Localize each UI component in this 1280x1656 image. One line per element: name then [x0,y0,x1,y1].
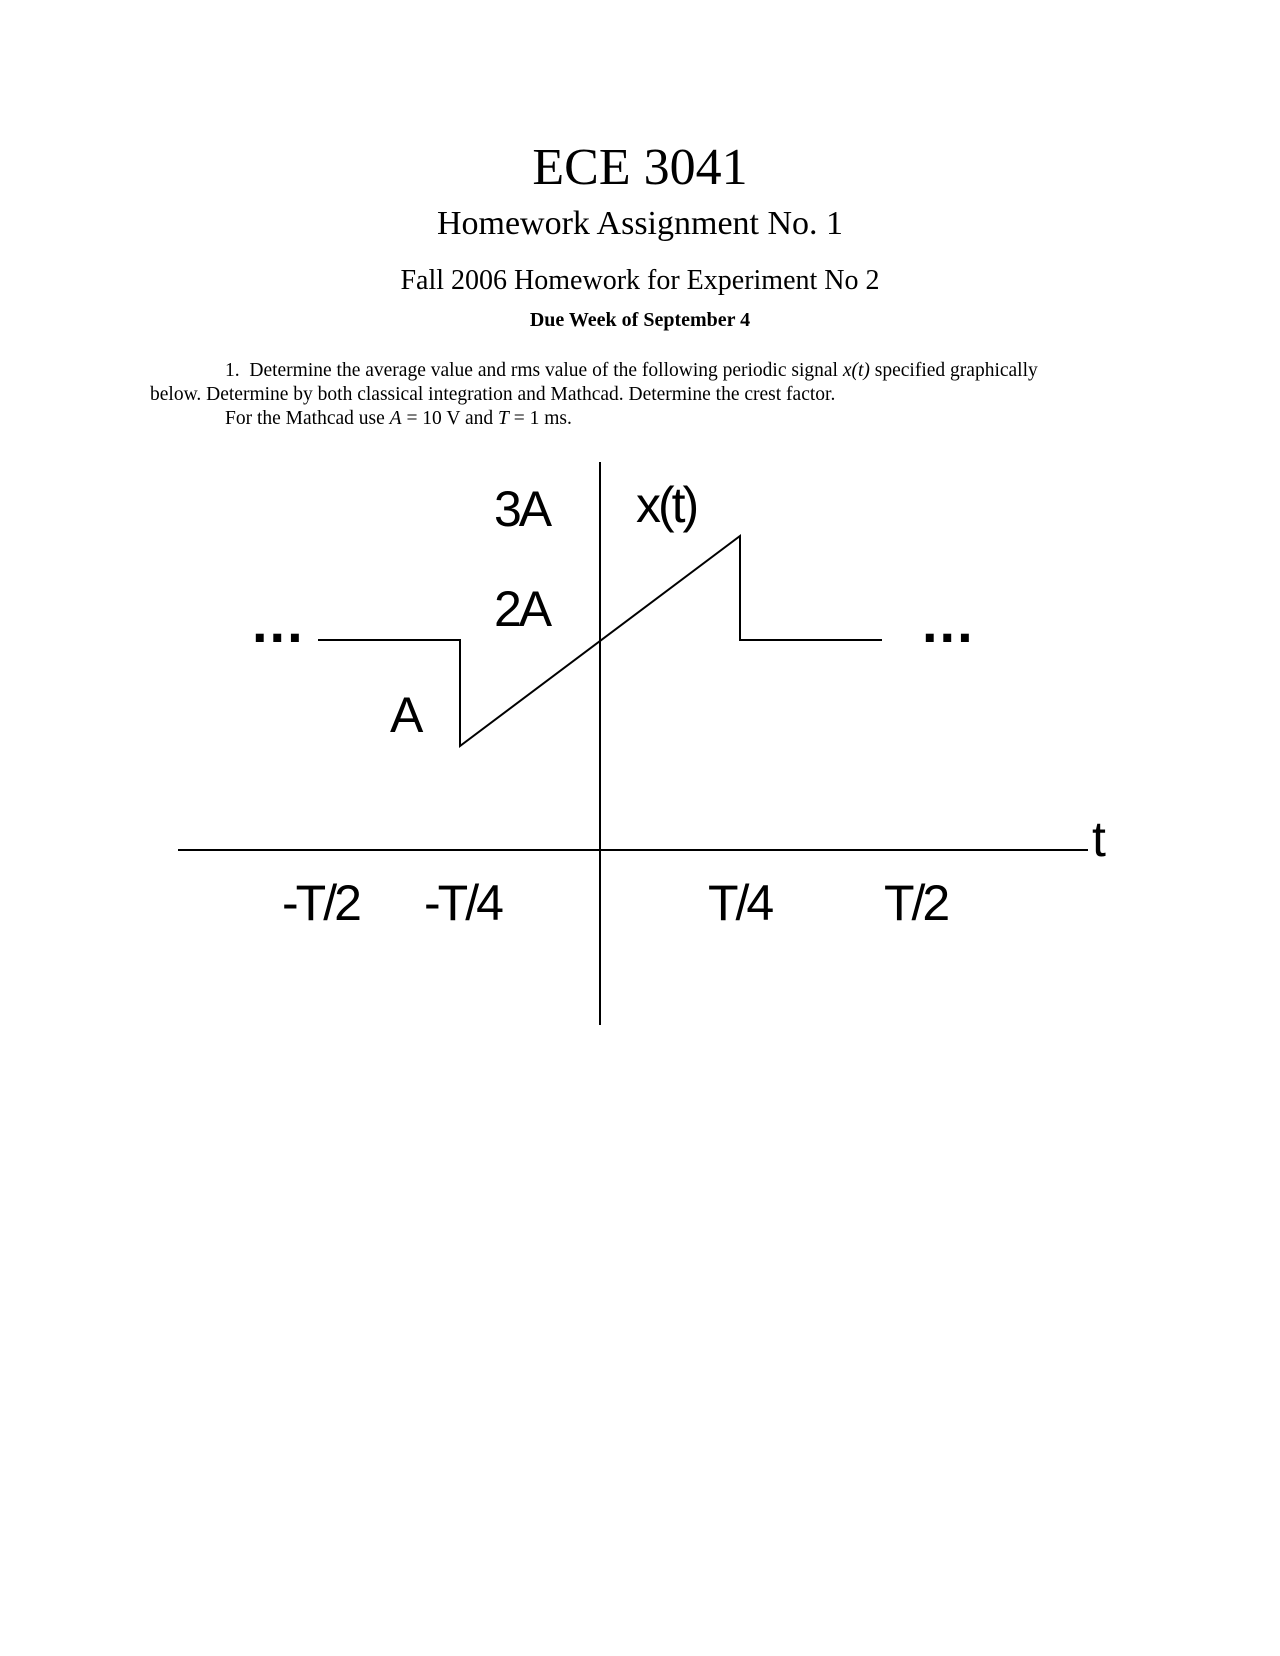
t-value: = 1 ms. [513,408,572,429]
a-symbol: A [389,408,402,429]
document-subtitle-experiment: Fall 2006 Homework for Experiment No 2 [400,265,880,296]
due-date: Due Week of September 4 [529,309,751,331]
ellipsis-right: ... [922,591,975,654]
x-label-t-quarter: T/4 [708,875,772,931]
x-label-t-half: T/2 [884,875,948,931]
mathcad-prefix: For the Mathcad use [225,408,385,429]
y-label-2a: 2A [494,581,550,637]
problem-line-2: below. Determine by both classical integration and Mathcad. Determine the crest factor. [150,384,836,405]
y-label-a: A [390,687,421,743]
t-symbol: T [497,408,509,429]
problem-text-1b: specified graphically [874,360,1038,381]
document-title: ECE 3041 [532,139,748,196]
y-axis-label: x(t) [636,477,697,533]
a-value: = 10 V and [406,408,494,429]
signal-diagram [0,450,1280,1030]
document-subtitle: Homework Assignment No. 1 [436,205,844,242]
x-label-neg-t-quarter: -T/4 [424,875,501,931]
y-label-3a: 3A [494,481,550,537]
signal-symbol: x(t) [842,360,870,381]
problem-text-1a: Determine the average value and rms value of the following periodic signal [249,360,838,381]
ellipsis-left: ... [252,591,305,654]
problem-line-3 [150,407,1110,431]
x-label-neg-t-half: -T/2 [282,875,359,931]
problem-number: 1. [225,360,240,381]
x-axis-label: t [1092,811,1103,867]
problem-line-1 [150,359,1110,383]
problem-1 [150,359,1110,431]
